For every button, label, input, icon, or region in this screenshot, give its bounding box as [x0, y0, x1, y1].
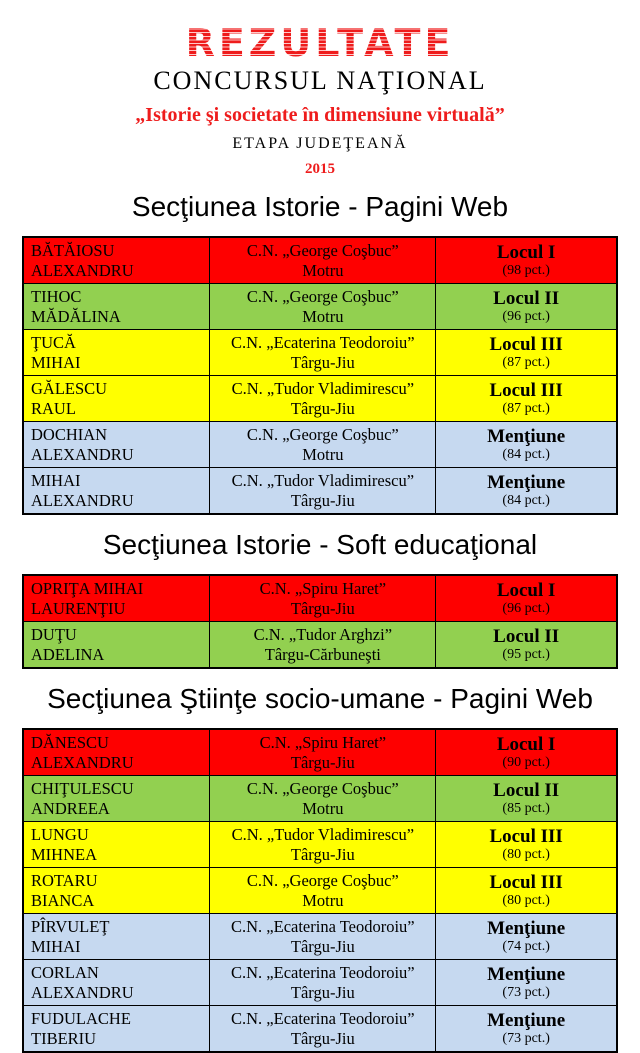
cell-line: C.N. „Ecaterina Teodoroiu”: [231, 916, 415, 936]
award-points: (90 pct.): [502, 755, 550, 770]
student-name-cell: [23, 729, 210, 776]
table-row: [23, 776, 617, 822]
results-section: [0, 530, 640, 669]
student-name-cell: [23, 868, 210, 914]
sections-container: [0, 192, 640, 1053]
student-name-cell: [23, 776, 210, 822]
contest-year: 2015: [305, 161, 335, 177]
cell-line: C.N. „Ecaterina Teodoroiu”: [231, 962, 415, 982]
school-cell: [210, 776, 436, 822]
award-title: Locul II: [493, 626, 560, 647]
school-cell: [210, 729, 436, 776]
cell-line: C.N. „Tudor Vladimirescu”: [231, 824, 415, 844]
student-name-cell: [23, 468, 210, 515]
school-cell: [210, 1006, 436, 1053]
cell-line: C.N. „Tudor Vladimirescu”: [231, 378, 415, 398]
award-points: (80 pct.): [502, 847, 550, 862]
results-section: [0, 684, 640, 1053]
page-title: REZULTATE: [0, 26, 640, 60]
cell-line: Târgu-Jiu: [290, 982, 355, 1002]
school-cell: [210, 868, 436, 914]
cell-line: ROTARU: [31, 870, 98, 890]
award-title: Locul II: [493, 780, 560, 801]
cell-line: ALEXANDRU: [31, 752, 134, 772]
cell-line: MĂDĂLINA: [31, 306, 121, 326]
cell-line: DĂNESCU: [31, 732, 109, 752]
table-row: [23, 575, 617, 622]
award-points: (87 pct.): [502, 401, 550, 416]
award-points: (85 pct.): [502, 801, 550, 816]
award-title: Menţiune: [487, 426, 566, 447]
cell-line: LUNGU: [31, 824, 89, 844]
contest-name-heading: „Istorie şi societate în dimensiune virtuală”: [135, 104, 505, 126]
school-cell: [210, 914, 436, 960]
student-name-cell: [23, 914, 210, 960]
award-cell: [436, 1006, 617, 1053]
student-name-cell: [23, 1006, 210, 1053]
award-title: Locul I: [496, 580, 556, 601]
cell-line: ANDREEA: [31, 798, 110, 818]
cell-line: DUŢU: [31, 624, 77, 644]
student-name-cell: [23, 376, 210, 422]
award-points: (96 pct.): [502, 309, 550, 324]
cell-line: MIHAI: [31, 352, 81, 372]
cell-line: Târgu-Jiu: [290, 598, 355, 618]
student-name-cell: [23, 330, 210, 376]
student-name-cell: [23, 960, 210, 1006]
award-cell: [436, 868, 617, 914]
table-row: [23, 868, 617, 914]
award-title: Locul II: [493, 288, 560, 309]
student-name-cell: [23, 575, 210, 622]
cell-line: Târgu-Jiu: [290, 844, 355, 864]
award-cell: [436, 914, 617, 960]
table-row: [23, 729, 617, 776]
cell-line: ALEXANDRU: [31, 260, 134, 280]
award-points: (96 pct.): [502, 601, 550, 616]
table-row: [23, 1006, 617, 1053]
award-cell: [436, 776, 617, 822]
cell-line: FUDULACHE: [31, 1008, 131, 1028]
section-title: Secţiunea Istorie - Pagini Web: [131, 191, 509, 222]
cell-line: C.N. „Tudor Vladimirescu”: [231, 470, 415, 490]
cell-line: ALEXANDRU: [31, 982, 134, 1002]
award-title: Locul III: [489, 872, 563, 893]
table-row: [23, 622, 617, 669]
school-cell: [210, 237, 436, 284]
cell-line: BIANCA: [31, 890, 95, 910]
cell-line: Motru: [302, 260, 344, 280]
cell-line: Motru: [302, 890, 344, 910]
cell-line: Motru: [302, 444, 344, 464]
cell-line: TIBERIU: [31, 1028, 97, 1048]
award-title: Menţiune: [487, 964, 566, 985]
cell-line: Târgu-Jiu: [290, 936, 355, 956]
cell-line: RAUL: [31, 398, 76, 418]
table-row: [23, 237, 617, 284]
award-title: Menţiune: [487, 918, 566, 939]
cell-line: TIHOC: [31, 286, 82, 306]
cell-line: C.N. „George Coşbuc”: [246, 424, 399, 444]
award-title: Locul III: [489, 380, 563, 401]
award-points: (98 pct.): [502, 263, 550, 278]
results-section: [0, 192, 640, 515]
award-cell: [436, 575, 617, 622]
school-cell: [210, 822, 436, 868]
cell-line: Târgu-Jiu: [290, 398, 355, 418]
section-title: Secţiunea Istorie - Soft educaţional: [102, 529, 538, 560]
table-row: [23, 330, 617, 376]
school-cell: [210, 622, 436, 669]
cell-line: C.N. „George Coşbuc”: [246, 240, 399, 260]
award-title: Locul I: [496, 242, 556, 263]
student-name-cell: [23, 422, 210, 468]
cell-line: MIHAI: [31, 470, 81, 490]
award-cell: [436, 376, 617, 422]
contest-stage-heading: ETAPA JUDEŢEANĂ: [232, 135, 408, 152]
table-row: [23, 822, 617, 868]
school-cell: [210, 468, 436, 515]
student-name-cell: [23, 237, 210, 284]
cell-line: Motru: [302, 306, 344, 326]
section-title: Secţiunea Ştiinţe socio-umane - Pagini Web: [47, 683, 593, 714]
school-cell: [210, 575, 436, 622]
cell-line: Târgu-Jiu: [290, 1028, 355, 1048]
table-row: [23, 284, 617, 330]
award-cell: [436, 960, 617, 1006]
cell-line: C.N. „George Coşbuc”: [246, 778, 399, 798]
school-cell: [210, 376, 436, 422]
award-points: (74 pct.): [502, 939, 550, 954]
cell-line: ALEXANDRU: [31, 444, 134, 464]
award-points: (84 pct.): [502, 493, 550, 508]
results-table: [22, 236, 618, 515]
contest-type-heading: CONCURSUL NAŢIONAL: [153, 66, 487, 95]
award-points: (84 pct.): [502, 447, 550, 462]
cell-line: C.N. „Spiru Haret”: [259, 732, 387, 752]
table-row: [23, 376, 617, 422]
award-cell: [436, 622, 617, 669]
table-row: [23, 960, 617, 1006]
school-cell: [210, 422, 436, 468]
cell-line: Târgu-Cărbuneşti: [264, 644, 381, 664]
award-cell: [436, 822, 617, 868]
award-cell: [436, 237, 617, 284]
cell-line: Târgu-Jiu: [290, 352, 355, 372]
award-cell: [436, 284, 617, 330]
table-row: [23, 914, 617, 960]
cell-line: C.N. „George Coşbuc”: [246, 286, 399, 306]
student-name-cell: [23, 622, 210, 669]
cell-line: Târgu-Jiu: [290, 752, 355, 772]
cell-line: C.N. „Ecaterina Teodoroiu”: [231, 1008, 415, 1028]
cell-line: Motru: [302, 798, 344, 818]
cell-line: PÎRVULEŢ: [31, 916, 110, 936]
cell-line: CORLAN: [31, 962, 99, 982]
student-name-cell: [23, 284, 210, 330]
document-header: [0, 21, 640, 177]
award-points: (95 pct.): [502, 647, 550, 662]
cell-line: Târgu-Jiu: [290, 490, 355, 510]
award-cell: [436, 422, 617, 468]
award-points: (73 pct.): [502, 1031, 550, 1046]
award-points: (73 pct.): [502, 985, 550, 1000]
cell-line: LAURENŢIU: [31, 598, 126, 618]
award-points: (80 pct.): [502, 893, 550, 908]
cell-line: C.N. „Spiru Haret”: [259, 578, 387, 598]
cell-line: BĂTĂIOSU: [31, 240, 115, 260]
results-table: [22, 728, 618, 1053]
table-row: [23, 468, 617, 515]
award-title: Menţiune: [487, 1010, 566, 1031]
award-title: Locul I: [496, 734, 556, 755]
table-row: [23, 422, 617, 468]
results-table: [22, 574, 618, 669]
student-name-cell: [23, 822, 210, 868]
cell-line: GĂLESCU: [31, 378, 108, 398]
award-title: Locul III: [489, 826, 563, 847]
award-title: Menţiune: [487, 472, 566, 493]
award-cell: [436, 468, 617, 515]
award-cell: [436, 330, 617, 376]
cell-line: C.N. „George Coşbuc”: [246, 870, 399, 890]
award-points: (87 pct.): [502, 355, 550, 370]
award-cell: [436, 729, 617, 776]
cell-line: OPRIŢA MIHAI: [31, 578, 144, 598]
cell-line: MIHAI: [31, 936, 81, 956]
cell-line: CHIŢULESCU: [31, 778, 134, 798]
school-cell: [210, 330, 436, 376]
cell-line: C.N. „Tudor Arghzi”: [253, 624, 393, 644]
cell-line: ALEXANDRU: [31, 490, 134, 510]
school-cell: [210, 284, 436, 330]
school-cell: [210, 960, 436, 1006]
cell-line: DOCHIAN: [31, 424, 108, 444]
cell-line: MIHNEA: [31, 844, 97, 864]
cell-line: ADELINA: [31, 644, 105, 664]
cell-line: C.N. „Ecaterina Teodoroiu”: [231, 332, 415, 352]
award-title: Locul III: [489, 334, 563, 355]
cell-line: ŢUCĂ: [31, 332, 76, 352]
